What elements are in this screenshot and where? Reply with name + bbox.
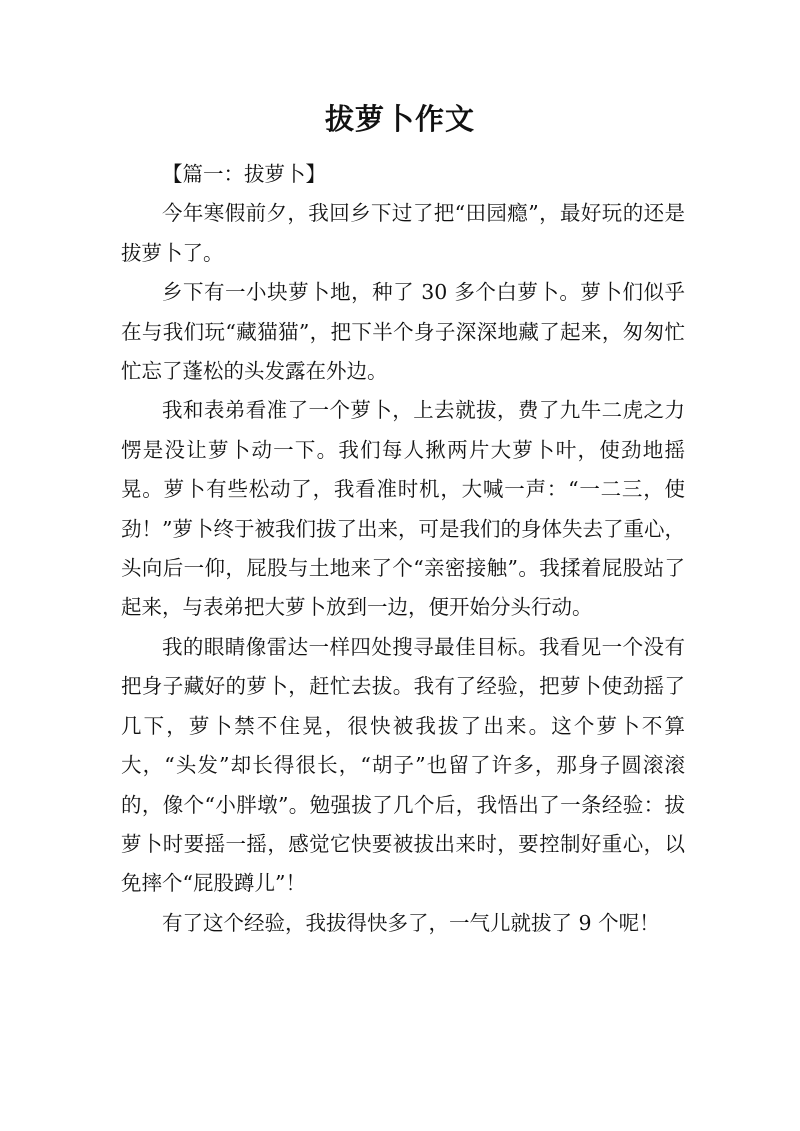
- paragraph-1: 今年寒假前夕，我回乡下过了把“田园瘾”，最好玩的还是拔萝卜了。: [121, 201, 685, 265]
- paragraph-4: 我的眼睛像雷达一样四处搜寻最佳目标。我看见一个没有把身子藏好的萝卜，赶忙去拔。我有了经验，把萝卜使劲摇了几下，萝卜禁不住晃，很快被我拔了出来。这个萝卜不算大，“头发”却长得很长，“胡子”也留了许多，那身子圆滚滚的，像个“小胖墩”。勉强拔了几个后，我悟出了一条经验：拔萝卜时要摇一摇，感觉它快要被拔出来时，要控制好重心，以免摔个“屁股蹲儿”！: [121, 634, 685, 896]
- essay-body: [121, 155, 685, 943]
- section-heading: 【篇一：拔萝卜】: [162, 162, 326, 186]
- paragraph-3: 我和表弟看准了一个萝卜，上去就拔，费了九牛二虎之力愣是没让萝卜动一下。我们每人揪两片大萝卜叶，使劲地摇晃。萝卜有些松动了，我看准时机，大喊一声：“一二三，使劲！”萝卜终于被我们拔了出来，可是我们的身体失去了重心，头向后一仰，屁股与土地来了个“亲密接触”。我揉着屁股站了起来，与表弟把大萝卜放到一边，便开始分头行动。: [121, 398, 685, 620]
- document-title: 拔萝卜作文: [324, 102, 475, 136]
- paragraph-5: 有了这个经验，我拔得快多了，一气儿就拔了 9 个呢！: [162, 910, 660, 935]
- paragraph-2: 乡下有一小块萝卜地，种了 30 多个白萝卜。萝卜们似乎在与我们玩“藏猫猫”，把下半个身子深深地藏了起来，匆匆忙忙忘了蓬松的头发露在外边。: [121, 280, 685, 384]
